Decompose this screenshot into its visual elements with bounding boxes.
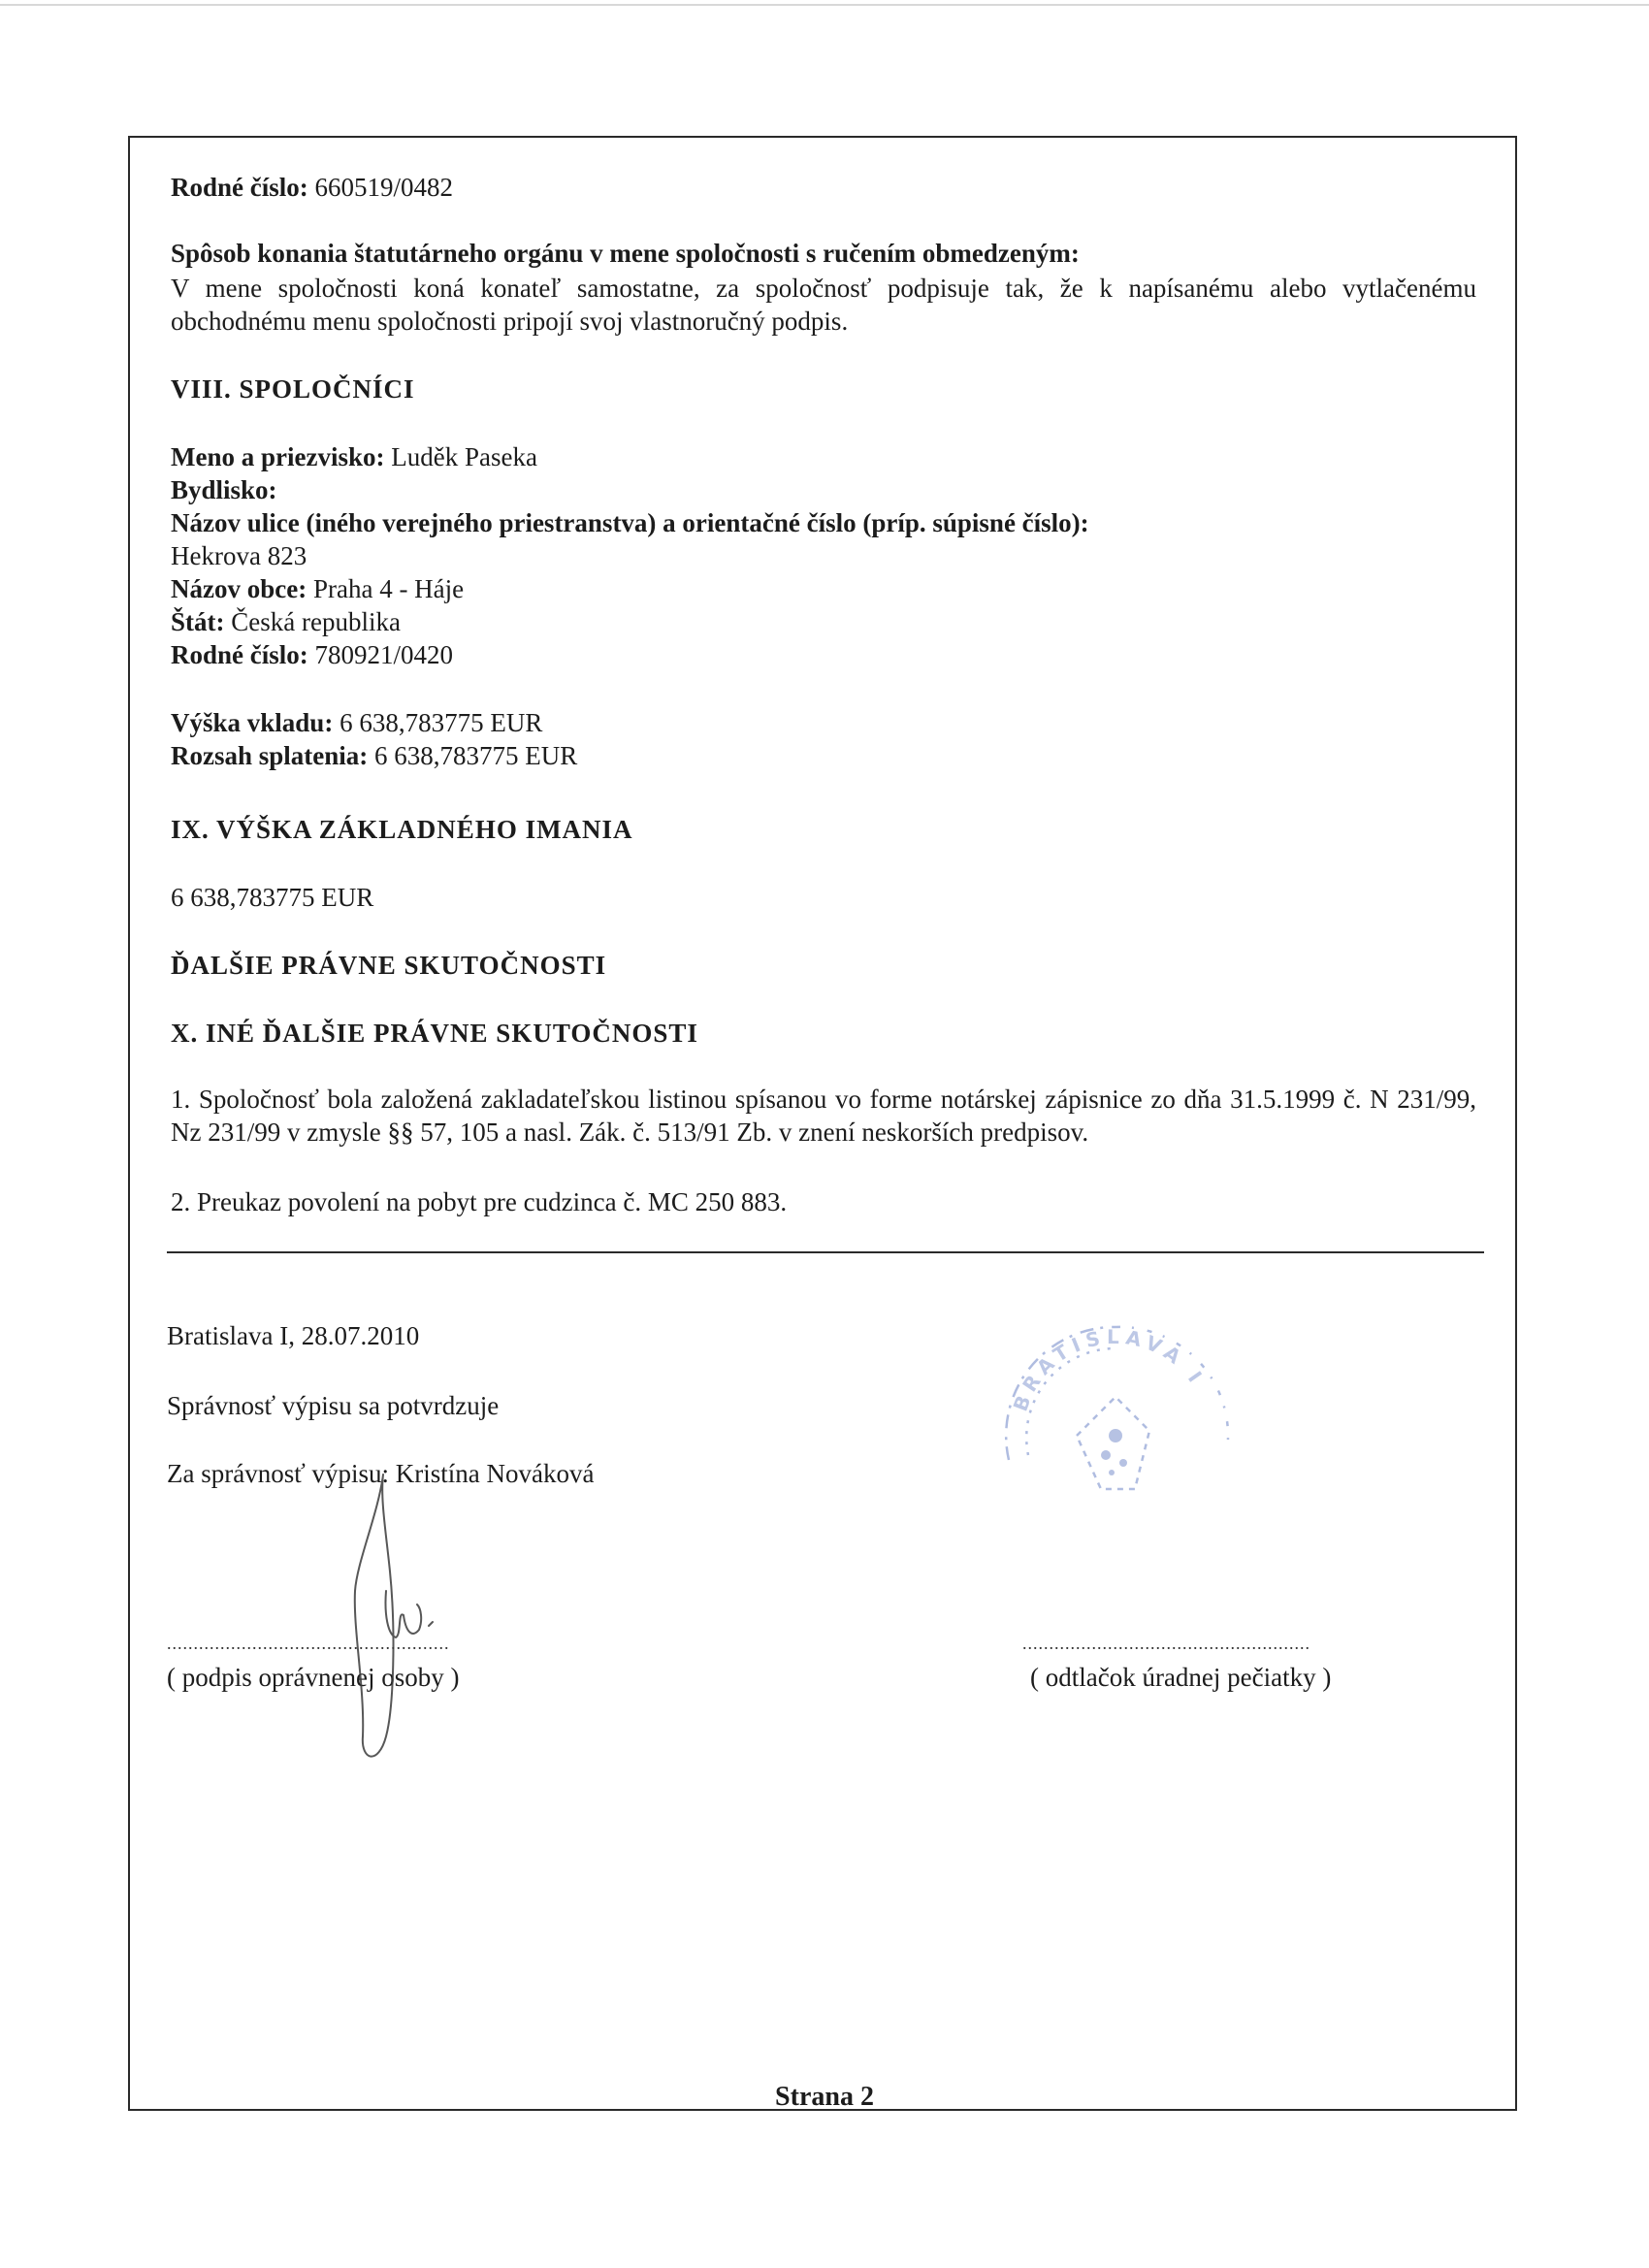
section-viii-title: VIII. SPOLOČNÍCI [171,374,415,404]
street-label: Názov ulice (iného verejného priestranstva) a orientačné číslo (príp. súpisné číslo): [171,508,1089,537]
state-label: Štát: [171,607,225,636]
state-line [171,605,401,638]
stamp-text: BRATISLAVA I [1008,1324,1211,1414]
page-number: Strana 2 [775,2082,874,2112]
capital-value: 6 638,783775 EUR [171,883,374,912]
birth-number-value: 660519/0482 [314,173,454,202]
further-facts-title: ĎALŠIE PRÁVNE SKUTOČNOSTI [171,951,607,980]
place-date: Bratislava I, 28.07.2010 [167,1321,420,1350]
birth-number-label-2: Rodné číslo: [171,640,308,669]
svg-text:BRATISLAVA I [1009,1325,1211,1414]
city-label: Názov obce: [171,574,307,603]
clerk-line: Za správnosť výpisu: Kristína Nováková [167,1459,595,1488]
paid-line [171,739,577,772]
legal-fact-item-1: 1. Spoločnosť bola založená zakladateľskou listinou spísanou vo forme notárskej zápisnice zo dňa 31.5.1999 č. N 231/99, Nz 231/99 v zmysle §§ 57, 105 a nasl. Zák. č. 513/91 Zb. v znení neskorších predpisov. [171,1085,1476,1147]
deposit-line [171,706,542,739]
legal-fact-item-2: 2. Preukaz povolení na pobyt pre cudzinca č. MC 250 883. [171,1187,788,1216]
city-value: Praha 4 - Háje [312,574,465,603]
official-stamp-icon [970,1290,1261,1581]
paid-label: Rozsah splatenia: [171,741,369,770]
street-value: Hekrova 823 [171,541,307,570]
partner-name-value: Luděk Paseka [391,442,537,471]
birth-number-label: Rodné číslo: [171,173,308,202]
city-line [171,572,464,605]
partner-name-label: Meno a priezvisko: [171,442,385,471]
residence-label: Bydlisko: [171,475,277,504]
signature-dotted-line: ..................................................... [167,1634,450,1653]
acting-mode-heading: Spôsob konania štatutárneho orgánu v mene spoločnosti s ručením obmedzeným: [171,239,1080,268]
section-divider [167,1251,1484,1253]
paid-value: 6 638,783775 EUR [374,741,578,770]
partner-name-line [171,440,537,473]
birth-number-value-2: 780921/0420 [314,640,454,669]
acting-mode-text: V mene spoločnosti koná konateľ samostatne, za spoločnosť podpisuje tak, že k napísanému alebo vytlačenému obchodnému menu spoločnosti pripojí svoj vlastnoručný podpis. [171,274,1476,336]
birth-number-line-2 [171,638,453,671]
state-value: Česká republika [231,607,401,636]
stamp-caption: ( odtlačok úradnej pečiatky ) [1030,1663,1332,1692]
handwritten-signature-icon [340,1445,495,1775]
signature-caption: ( podpis oprávnenej osoby ) [167,1663,460,1692]
birth-number-line-1 [171,171,453,204]
scan-top-edge [0,4,1649,6]
confirmation-text: Správnosť výpisu sa potvrdzuje [167,1391,500,1420]
deposit-value: 6 638,783775 EUR [340,708,543,737]
section-ix-title: IX. VÝŠKA ZÁKLADNÉHO IMANIA [171,815,633,844]
stamp-dotted-line: ...................................................... [1022,1634,1310,1653]
deposit-label: Výška vkladu: [171,708,334,737]
section-x-title: X. INÉ ĎALŠIE PRÁVNE SKUTOČNOSTI [171,1019,698,1048]
